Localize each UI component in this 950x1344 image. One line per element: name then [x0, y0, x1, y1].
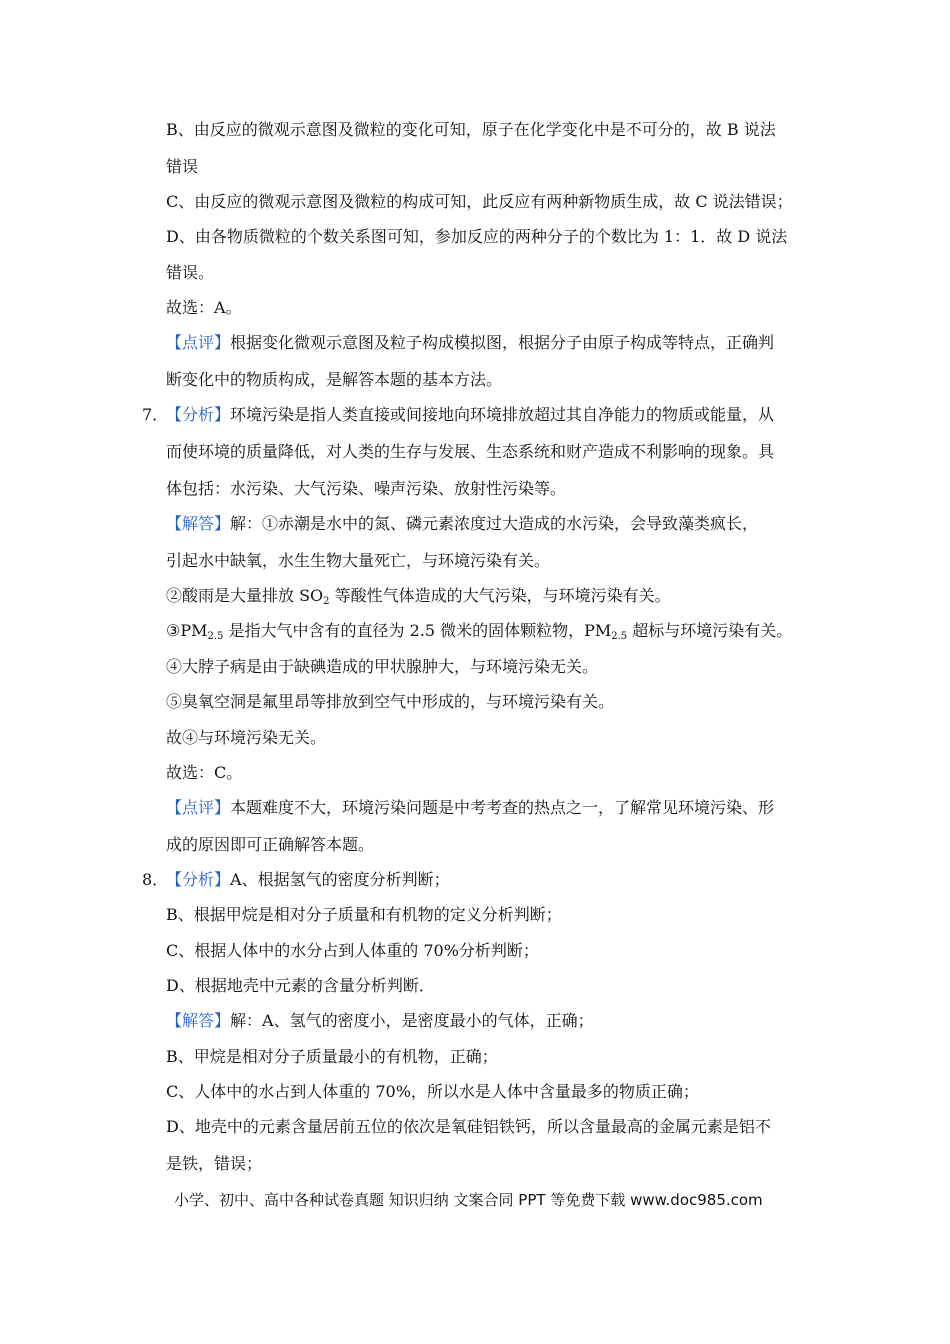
- q8-answer-d-line2: 是铁，错误；: [166, 1154, 263, 1173]
- answer-tag: 【解答】: [166, 514, 231, 533]
- q7-answer-line2: 引起水中缺氧，水生生物大量死亡，与环境污染有关。: [166, 551, 551, 570]
- q7-analysis-line1: 【分析】环境污染是指人类直接或间接地向环境排放超过其自净能力的物质或能量，从: [166, 405, 775, 424]
- q8-analysis-d: D、根据地壳中元素的含量分析判断．: [166, 976, 435, 995]
- q7-analysis-line2: 而使环境的质量降低，对人类的生存与发展、生态系统和财产造成不利影响的现象。具: [166, 442, 775, 461]
- q8-answer-c: C、人体中的水占到人体重的 70%，所以水是人体中含量最多的物质正确；: [166, 1082, 699, 1101]
- analysis-tag: 【分析】: [166, 870, 231, 889]
- q8-analysis-b: B、根据甲烷是相对分子质量和有机物的定义分析判断；: [166, 905, 562, 924]
- comment-tag: 【点评】: [166, 798, 231, 817]
- q6-option-d-line2: 错误。: [166, 263, 215, 282]
- q6-option-c: C、由反应的微观示意图及微粒的构成可知，此反应有两种新物质生成，故 C 说法错误；: [166, 192, 793, 211]
- q7-item-2: ②酸雨是大量排放 $SO_2$ 等酸性气体造成的大气污染，与环境污染有关。: [166, 586, 671, 607]
- q6-comment-line2: 断变化中的物质构成，是解答本题的基本方法。: [166, 370, 503, 389]
- comment-tag: 【点评】: [166, 333, 231, 352]
- q7-choice: 故选：C。: [166, 763, 243, 782]
- page-footer: 小学、初中、高中各种试卷真题 知识归纳 文案合同 PPT 等免费下载 www.doc985.com: [174, 1191, 763, 1209]
- q8-answer-d-line1: D、地壳中的元素含量居前五位的依次是氧硅铝铁钙，所以含量最高的金属元素是铝不: [166, 1117, 771, 1136]
- q7-analysis-line3: 体包括：水污染、大气污染、噪声污染、放射性污染等。: [166, 479, 567, 498]
- q7-item-5: ⑤臭氧空洞是氟里昂等排放到空气中形成的，与环境污染有关。: [166, 692, 615, 711]
- q6-choice: 故选：A。: [166, 298, 242, 317]
- q8-answer-a: 【解答】解：A、氢气的密度小，是密度最小的气体，正确；: [166, 1011, 594, 1030]
- q8-answer-b: B、甲烷是相对分子质量最小的有机物，正确；: [166, 1047, 498, 1066]
- q6-comment-line1: 【点评】根据变化微观示意图及粒子构成模拟图，根据分子由原子构成等特点，正确判: [166, 333, 775, 352]
- analysis-tag: 【分析】: [166, 405, 231, 424]
- q7-item-3: $③PM_{2.5}$ 是指大气中含有的直径为 2.5 微米的固体颗粒物，$PM_{2.5}$ 超标与环境污染有关。: [166, 621, 793, 642]
- q6-option-b-line1: B、由反应的微观示意图及微粒的变化可知，原子在化学变化中是不可分的，故 B 说法: [166, 120, 776, 139]
- q7-answer-line1: 【解答】解：①赤潮是水中的氮、磷元素浓度过大造成的水污染，会导致藻类疯长，: [166, 514, 759, 533]
- q8-number: 8．: [142, 870, 169, 889]
- q7-conclusion: 故④与环境污染无关。: [166, 728, 327, 747]
- q7-comment-line1: 【点评】本题难度不大，环境污染问题是中考考查的热点之一，了解常见环境污染、形: [166, 798, 775, 817]
- q8-analysis-a: 【分析】A、根据氢气的密度分析判断；: [166, 870, 450, 889]
- q6-option-b-line2: 错误: [166, 157, 199, 176]
- q7-item-4: ④大脖子病是由于缺碘造成的甲状腺肿大，与环境污染无关。: [166, 657, 599, 676]
- q6-option-d-line1: D、由各物质微粒的个数关系图可知，参加反应的两种分子的个数比为 1：1．故 D 说法: [166, 227, 788, 246]
- answer-tag: 【解答】: [166, 1011, 231, 1030]
- q7-number: 7．: [142, 405, 169, 424]
- q8-analysis-c: C、根据人体中的水分占到人体重的 70%分析判断；: [166, 941, 539, 960]
- q7-comment-line2: 成的原因即可正确解答本题。: [166, 835, 375, 854]
